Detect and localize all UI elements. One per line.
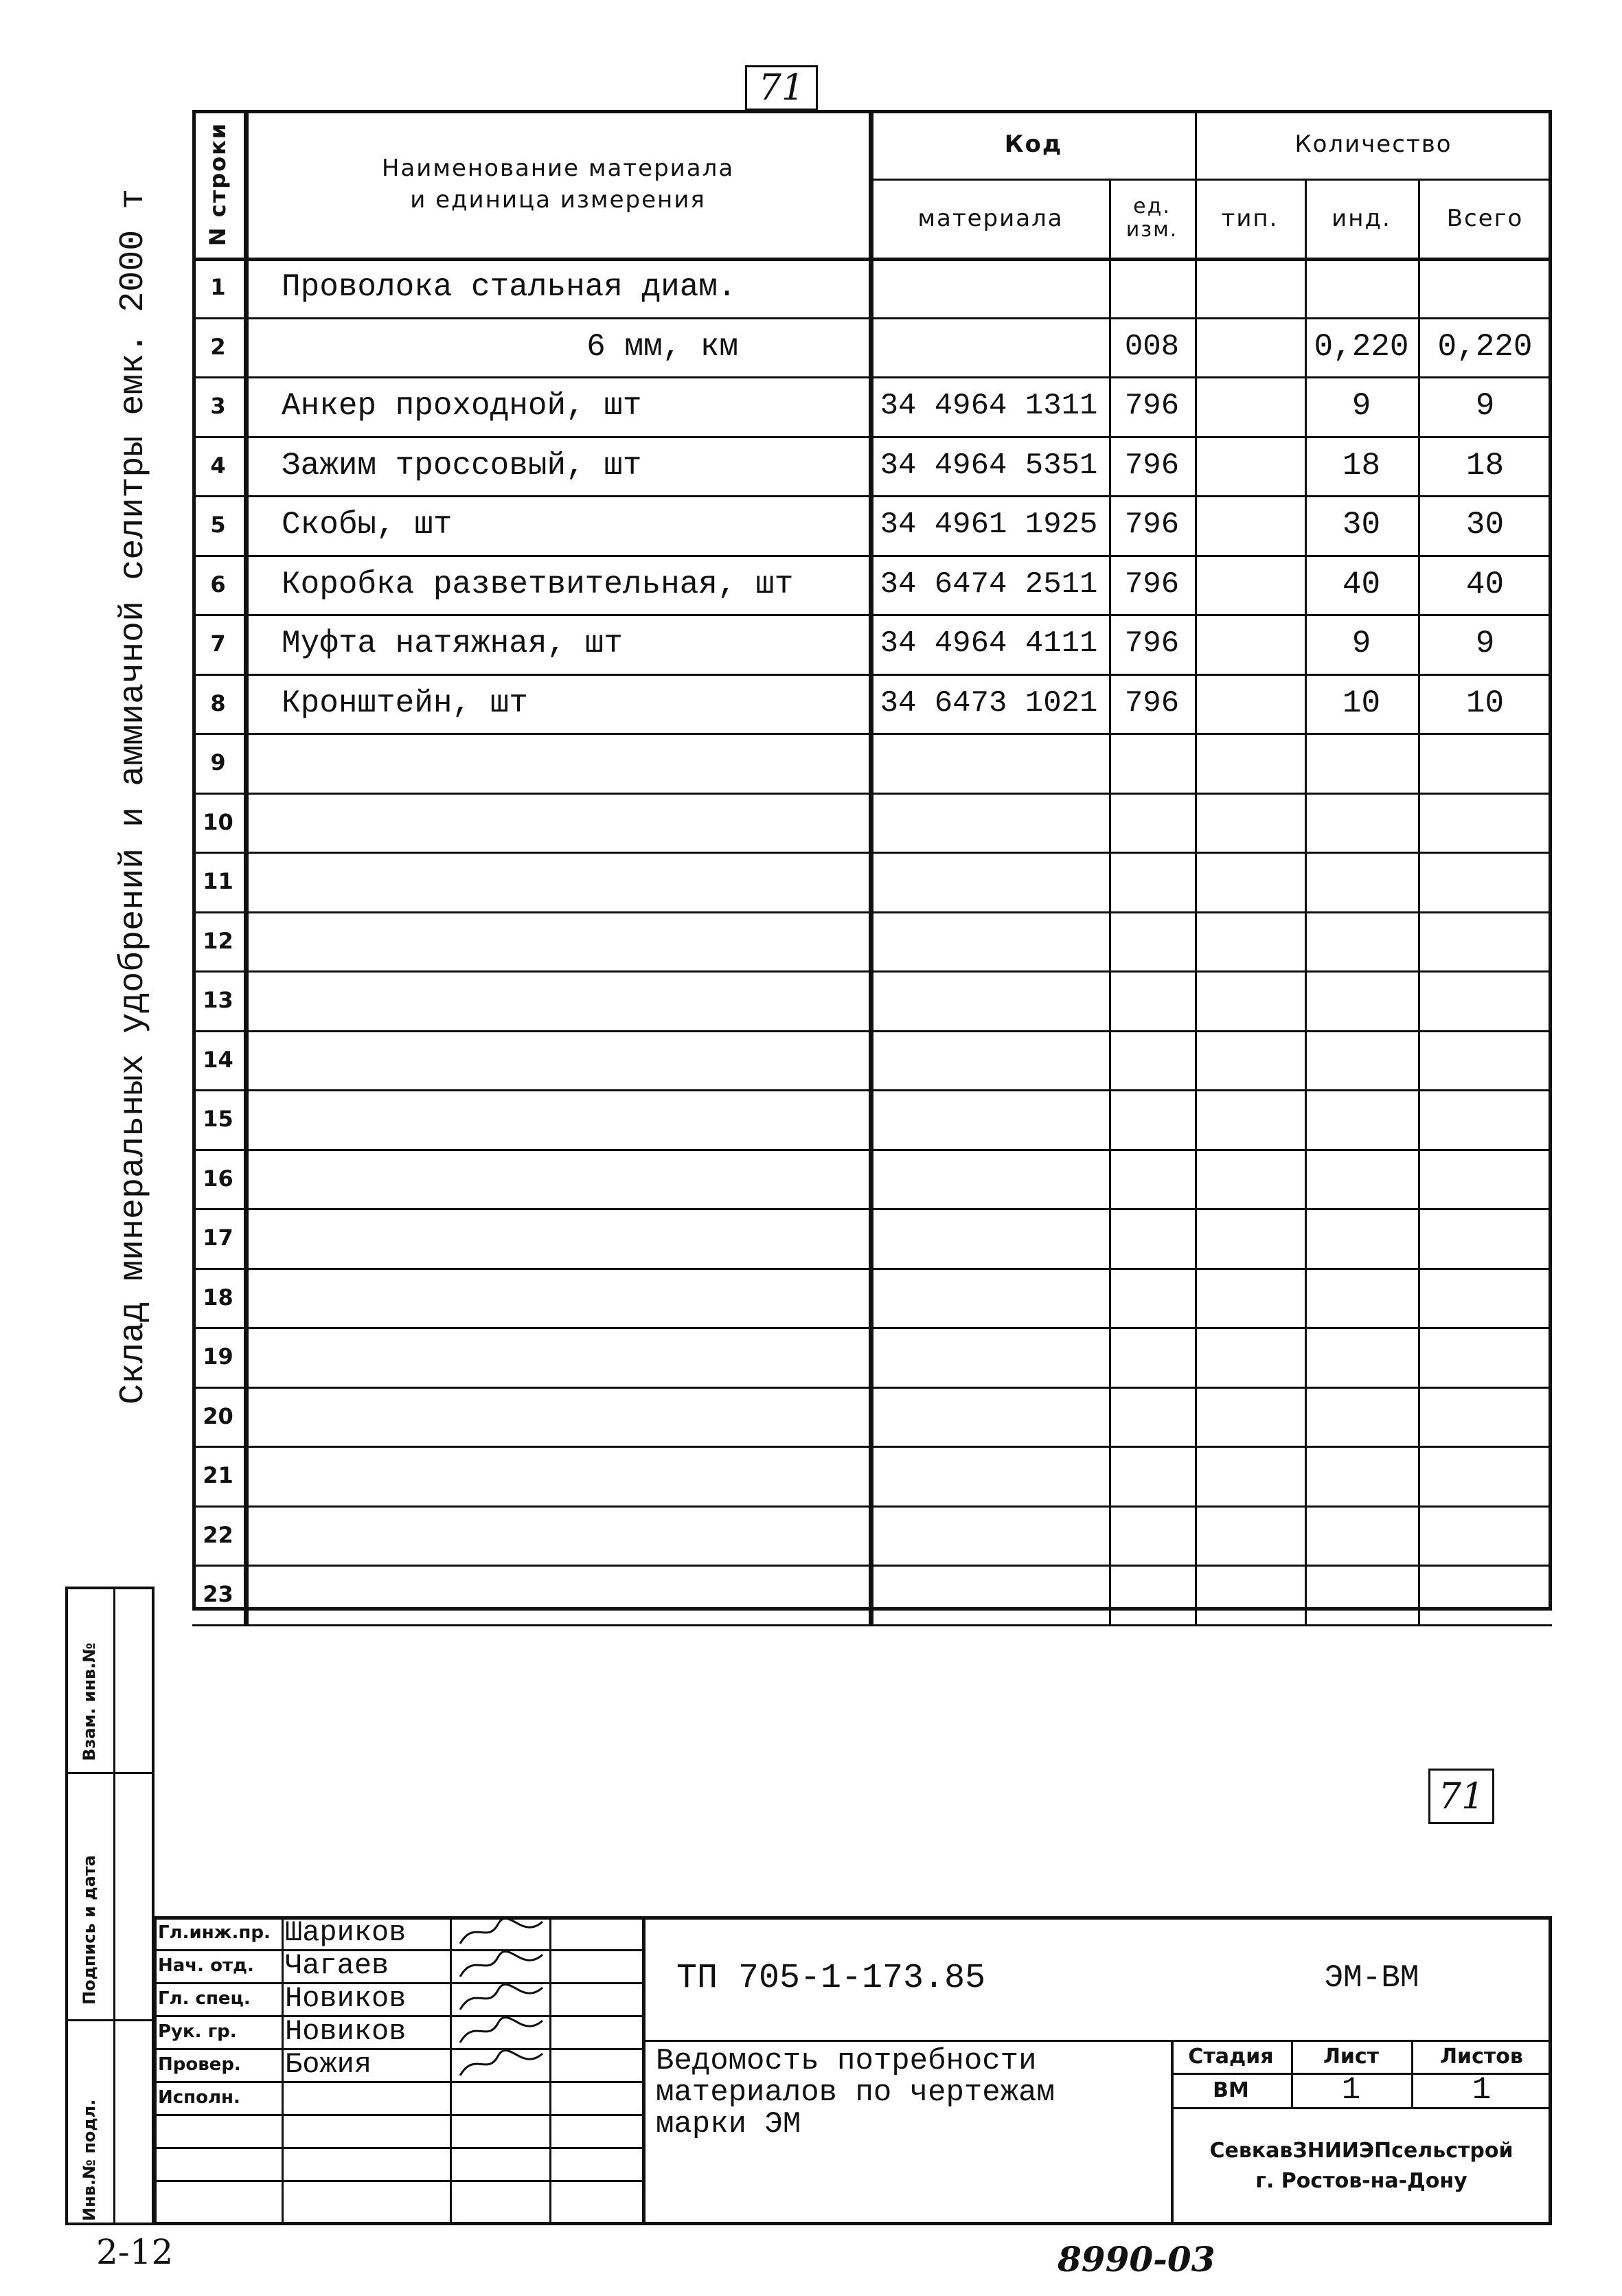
row-qty-typ	[1195, 733, 1305, 793]
header-name: Наименование материала и единица измерения	[381, 154, 735, 214]
signatory-role: Нач. отд.	[158, 1955, 254, 1976]
row-unit-code	[1109, 852, 1195, 911]
row-number: 15	[203, 1106, 233, 1133]
row-number: 23	[203, 1581, 233, 1608]
row-qty-ind	[1305, 1208, 1418, 1268]
stamp-podpis-data: Подпись и дата	[80, 1855, 99, 2005]
row-material-name: Скобы, шт	[282, 507, 453, 543]
row-qty-total	[1418, 852, 1552, 911]
signatory-name: Новиков	[285, 2015, 407, 2048]
row-material-name	[244, 1387, 869, 1446]
row-material-code	[869, 1268, 1109, 1328]
signatory-name	[285, 2081, 450, 2114]
row-qty-ind: 9	[1351, 626, 1371, 662]
row-unit-code: 796	[1124, 567, 1180, 602]
signature-scribble	[457, 1916, 546, 1949]
row-material-name	[244, 1505, 869, 1565]
row-material-code	[869, 793, 1109, 852]
signature-scribble	[457, 2048, 546, 2081]
row-unit-code: 796	[1124, 448, 1180, 483]
row-qty-typ	[1195, 1327, 1305, 1387]
row-qty-total	[1418, 1446, 1552, 1505]
row-number: 20	[203, 1402, 233, 1429]
signature-scribble	[457, 2015, 546, 2048]
row-qty-typ	[1195, 1149, 1305, 1209]
row-qty-ind: 0,220	[1314, 328, 1409, 365]
inner-page-number: 71	[1428, 1769, 1494, 1824]
row-unit-code	[1109, 1149, 1195, 1209]
row-qty-ind	[1305, 793, 1418, 852]
row-number: 19	[203, 1343, 233, 1370]
row-qty-ind	[1305, 1327, 1418, 1387]
row-qty-ind	[1305, 1446, 1418, 1505]
row-material-code	[869, 852, 1109, 911]
row-number: 22	[203, 1521, 233, 1548]
row-qty-typ	[1195, 1446, 1305, 1505]
row-qty-total	[1418, 258, 1552, 317]
row-qty-total: 10	[1465, 685, 1505, 721]
stage-label: Стадия	[1188, 2044, 1274, 2069]
row-qty-ind: 10	[1342, 685, 1381, 721]
row-qty-ind: 18	[1342, 447, 1381, 484]
row-number: 4	[210, 452, 226, 479]
header-code-unit: ед. изм.	[1126, 194, 1178, 242]
row-material-name	[244, 1089, 869, 1149]
row-material-code	[869, 911, 1109, 971]
row-qty-typ	[1195, 555, 1305, 615]
signature-scribble	[457, 1949, 546, 1982]
row-qty-typ	[1195, 970, 1305, 1030]
row-unit-code	[1109, 970, 1195, 1030]
header-code-material: материала	[917, 204, 1064, 232]
row-material-code	[869, 1149, 1109, 1209]
signatory-role: Исполн.	[158, 2087, 240, 2108]
row-number: 2	[210, 333, 226, 360]
row-material-code	[869, 1208, 1109, 1268]
row-qty-ind	[1305, 852, 1418, 911]
header-qty-total: Всего	[1446, 204, 1524, 232]
row-qty-ind	[1305, 1387, 1418, 1446]
row-material-code	[869, 1565, 1109, 1624]
signatory-role: Провер.	[158, 2054, 241, 2075]
row-material-name	[244, 970, 869, 1030]
row-number: 14	[203, 1046, 233, 1073]
row-qty-total	[1418, 1327, 1552, 1387]
row-qty-total: 30	[1465, 507, 1505, 543]
row-qty-ind: 30	[1342, 507, 1381, 543]
row-material-code	[869, 1505, 1109, 1565]
row-material-name: Кронштейн, шт	[282, 685, 528, 721]
row-unit-code: 796	[1124, 508, 1180, 543]
row-qty-total	[1418, 733, 1552, 793]
row-unit-code	[1109, 1208, 1195, 1268]
stamp-vzam-inv: Взам. инв.№	[80, 1642, 99, 1761]
row-unit-code	[1109, 1505, 1195, 1565]
row-material-code	[869, 1030, 1109, 1090]
row-material-code	[869, 1089, 1109, 1149]
row-material-name: Зажим троссовый, шт	[282, 447, 642, 484]
row-qty-typ	[1195, 1565, 1305, 1624]
row-qty-ind	[1305, 1505, 1418, 1565]
row-qty-ind	[1305, 258, 1418, 317]
row-qty-ind: 9	[1351, 388, 1371, 424]
row-unit-code: 796	[1124, 685, 1180, 720]
row-material-name	[244, 852, 869, 911]
row-qty-typ	[1195, 614, 1305, 674]
row-qty-ind	[1305, 1149, 1418, 1209]
row-unit-code	[1109, 1327, 1195, 1387]
stage-value: ВМ	[1213, 2078, 1249, 2102]
row-number: 5	[210, 512, 226, 538]
row-unit-code: 796	[1124, 389, 1180, 424]
signatory-name: Чагаев	[285, 1949, 389, 1982]
row-qty-total	[1418, 1208, 1552, 1268]
header-row-no: N строки	[205, 122, 231, 246]
row-qty-typ	[1195, 674, 1305, 734]
row-qty-total	[1418, 911, 1552, 971]
organization: СевкавЗНИИЭПсельстрой г. Ростов-на-Дону	[1209, 2139, 1514, 2193]
row-material-name	[244, 1268, 869, 1328]
row-qty-typ	[1195, 1089, 1305, 1149]
row-qty-ind	[1305, 1089, 1418, 1149]
sheet-label: Лист	[1323, 2044, 1380, 2069]
signatory-role: Рук. гр.	[158, 2021, 237, 2042]
row-material-code: 34 6473 1021	[880, 685, 1098, 720]
signatory-role: Гл.инж.пр.	[158, 1922, 271, 1943]
row-unit-code	[1109, 1565, 1195, 1624]
signatory-role: Гл. спец.	[158, 1988, 251, 2009]
bottom-left-mark: 2-12	[96, 2232, 174, 2272]
row-qty-ind	[1305, 911, 1418, 971]
row-unit-code	[1109, 1089, 1195, 1149]
row-material-name	[244, 1208, 869, 1268]
row-number: 10	[203, 808, 233, 835]
row-unit-code	[1109, 793, 1195, 852]
row-material-code: 34 4964 4111	[880, 626, 1098, 661]
row-qty-ind	[1305, 1268, 1418, 1328]
row-material-code: 34 4961 1925	[880, 508, 1098, 543]
row-unit-code	[1109, 258, 1195, 317]
row-qty-typ	[1195, 436, 1305, 496]
row-material-name	[244, 733, 869, 793]
row-unit-code	[1109, 1030, 1195, 1090]
row-qty-typ	[1195, 1387, 1305, 1446]
stamp-inv-podl: Инв.№ подл.	[80, 2099, 99, 2221]
row-qty-total	[1418, 1565, 1552, 1624]
sheets-value: 1	[1472, 2072, 1492, 2108]
row-number: 9	[210, 749, 226, 776]
sheet-value: 1	[1341, 2072, 1361, 2108]
row-number: 3	[210, 393, 226, 420]
header-qty: Количество	[1294, 130, 1452, 158]
row-unit-code	[1109, 1446, 1195, 1505]
row-number: 1	[210, 274, 226, 301]
row-qty-ind: 40	[1342, 566, 1381, 602]
row-qty-typ	[1195, 1268, 1305, 1328]
row-material-name	[244, 911, 869, 971]
row-material-code	[869, 1387, 1109, 1446]
row-qty-typ	[1195, 793, 1305, 852]
row-unit-code: 796	[1124, 626, 1180, 661]
row-material-code	[869, 317, 1109, 377]
row-number: 7	[210, 630, 226, 657]
row-qty-total: 18	[1465, 447, 1505, 484]
row-qty-total: 9	[1475, 626, 1495, 662]
header-qty-ind: инд.	[1332, 204, 1391, 232]
row-material-code	[869, 733, 1109, 793]
row-qty-total: 40	[1465, 566, 1505, 602]
row-material-name: Проволока стальная диам.	[282, 269, 737, 306]
row-material-name: Муфта натяжная, шт	[282, 626, 623, 662]
row-qty-ind	[1305, 1565, 1418, 1624]
row-material-code	[869, 258, 1109, 317]
row-number: 17	[203, 1225, 233, 1251]
row-number: 11	[203, 868, 233, 895]
signatory-name: Шариков	[285, 1916, 407, 1949]
row-material-name	[244, 793, 869, 852]
row-qty-typ	[1195, 317, 1305, 377]
row-number: 12	[203, 927, 233, 954]
row-unit-code: 008	[1124, 329, 1180, 364]
signatory-name: Божия	[285, 2048, 372, 2081]
row-material-name	[244, 1030, 869, 1090]
row-number: 16	[203, 1165, 233, 1192]
signatory-name: Новиков	[285, 1982, 407, 2015]
row-material-name: Коробка разветвительная, шт	[282, 566, 794, 602]
row-material-name: Анкер проходной, шт	[282, 388, 642, 424]
sheets-label: Листов	[1440, 2044, 1523, 2069]
row-number: 18	[203, 1284, 233, 1310]
side-title: Склад минеральных удобрений и аммиачной селитры емк. 2000 т	[114, 188, 153, 1405]
row-number: 8	[210, 690, 226, 716]
signature-scribble	[457, 1982, 546, 2015]
row-number: 21	[203, 1462, 233, 1489]
row-unit-code	[1109, 1387, 1195, 1446]
row-material-code	[869, 1327, 1109, 1387]
row-unit-code	[1109, 911, 1195, 971]
row-qty-total	[1418, 1030, 1552, 1090]
row-qty-typ	[1195, 495, 1305, 555]
header-qty-typ: тип.	[1221, 204, 1279, 232]
row-material-name: 6 мм, км	[586, 328, 738, 365]
doc-mark: ЭМ-ВМ	[1324, 1960, 1419, 1996]
row-material-name	[244, 1565, 869, 1624]
row-material-code	[869, 1446, 1109, 1505]
row-qty-total: 9	[1475, 388, 1495, 424]
row-material-code: 34 6474 2511	[880, 567, 1098, 602]
row-qty-typ	[1195, 852, 1305, 911]
row-qty-typ	[1195, 376, 1305, 436]
row-material-code	[869, 970, 1109, 1030]
row-qty-total: 0,220	[1437, 328, 1533, 365]
row-qty-total	[1418, 1268, 1552, 1328]
doc-code: ТП 705-1-173.85	[676, 1958, 986, 1998]
row-material-name	[244, 1149, 869, 1209]
row-qty-total	[1418, 793, 1552, 852]
row-qty-typ	[1195, 911, 1305, 971]
row-qty-total	[1418, 1387, 1552, 1446]
row-qty-total	[1418, 1149, 1552, 1209]
row-qty-ind	[1305, 970, 1418, 1030]
row-unit-code	[1109, 733, 1195, 793]
row-qty-ind	[1305, 1030, 1418, 1090]
row-material-name	[244, 1446, 869, 1505]
row-qty-typ	[1195, 1208, 1305, 1268]
row-unit-code	[1109, 1268, 1195, 1328]
row-number: 6	[210, 571, 226, 598]
row-qty-total	[1418, 1089, 1552, 1149]
row-material-code: 34 4964 1311	[880, 389, 1098, 424]
row-qty-total	[1418, 970, 1552, 1030]
row-qty-typ	[1195, 258, 1305, 317]
row-qty-ind	[1305, 733, 1418, 793]
row-number: 13	[203, 987, 233, 1014]
top-page-number: 71	[745, 65, 818, 111]
doc-title: Ведомость потребности материалов по чертежам марки ЭМ	[656, 2044, 1055, 2141]
header-code: Код	[1004, 130, 1063, 158]
row-qty-typ	[1195, 1505, 1305, 1565]
row-qty-typ	[1195, 1030, 1305, 1090]
row-qty-total	[1418, 1505, 1552, 1565]
bottom-right-mark: 8990-03	[1058, 2239, 1215, 2280]
row-material-code: 34 4964 5351	[880, 448, 1098, 483]
row-material-name	[244, 1327, 869, 1387]
